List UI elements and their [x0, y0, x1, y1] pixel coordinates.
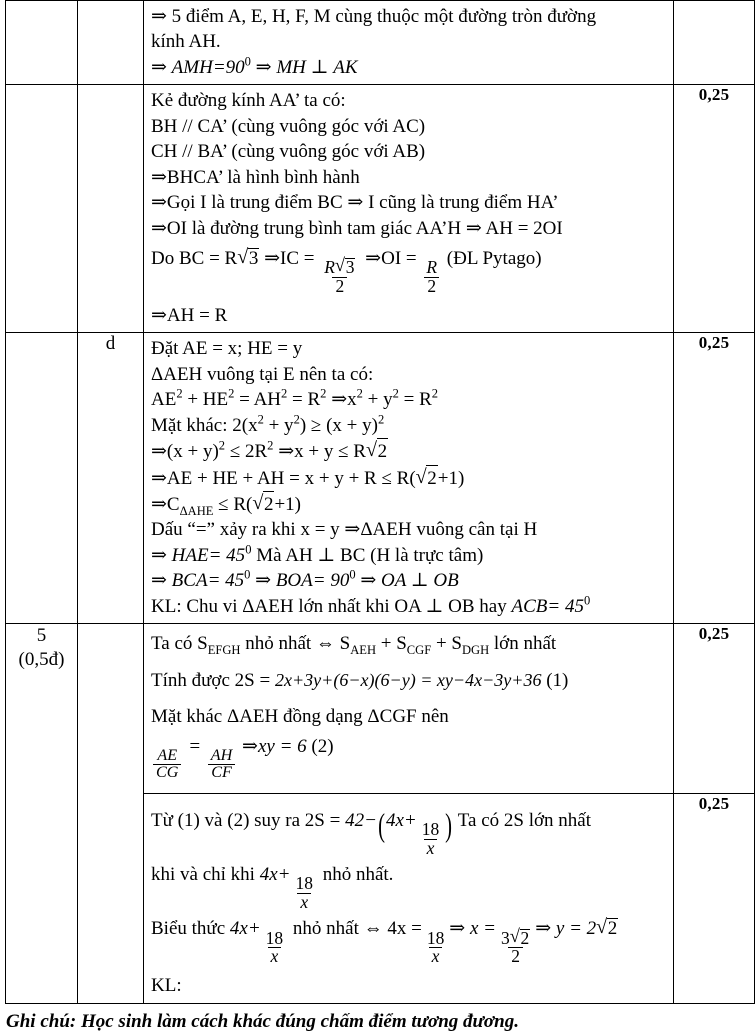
fraction-3sqrt2-over-2 — [498, 929, 533, 967]
question-points: (0,5đ) — [18, 649, 65, 670]
fraction-numerator: 18 — [295, 872, 313, 893]
implies-symbol: ⇒ — [242, 735, 258, 757]
solution-line: ⇒AH = R — [151, 304, 228, 326]
sqrt-3-icon: √ 3 — [335, 258, 356, 277]
xy-equals-6: xy = 6 — [257, 735, 307, 757]
angle-bca: BCA — [171, 570, 208, 592]
solution-line-math: Biểu thức 4x+ $\frac{18}{x}$ nhỏ nhất ⇔ 4x = $\frac{18}{x}$ ⇒ x = $\frac{3 √ 2}{2}$ ⇒ y = 2 √ 2 — [151, 918, 667, 966]
text-ic: ⇒IC = — [264, 248, 315, 270]
solution-line: ⇒BHCA’ là hình bình hành — [151, 166, 360, 188]
sqrt-2-icon: √ 2 — [252, 491, 274, 517]
question-cell — [6, 85, 78, 333]
table-row — [6, 624, 755, 794]
fraction-denominator: 2 — [424, 277, 439, 296]
fraction-denominator: x — [424, 839, 438, 858]
solution-line-math: khi và chỉ khi 4x+ $\frac{18}{x}$ nhỏ nhất. — [151, 863, 394, 912]
solution-line-math: Tính được 2S = 2x+3y+(6−x)(6−y) = xy−4x−3y+36 (1) — [151, 669, 569, 691]
points-cell: 0,25 — [674, 624, 755, 794]
subscript-cgf: CGF — [406, 643, 432, 658]
fraction-numerator: AE — [157, 747, 178, 764]
solution-line: $\Rightarrow C_{\Delta AHE} \le R$( √ 2+1) — [151, 491, 667, 517]
part-cell — [78, 1, 144, 85]
points-cell — [674, 1, 755, 85]
fraction-denominator: 2 — [508, 947, 523, 966]
solution-line-math: ⇒ $HAE= 45^0$ Mà AH ⊥ BC (H là trực tâm) — [151, 542, 484, 566]
perpendicular-symbol: ⊥ — [310, 56, 329, 78]
solution-line: KL: Chu vi ΔAEH lớn nhất khi OA ⊥ OB hay $ACB= 45^0$ — [151, 593, 591, 617]
equation-ref-1: (1) — [546, 669, 569, 691]
fraction-r-sqrt3-over-2 — [321, 258, 358, 296]
equals-sign: = — [212, 56, 226, 78]
angle-acb: ACB — [511, 595, 548, 617]
part-cell — [78, 85, 144, 333]
fraction-denominator: 2 — [332, 277, 347, 296]
solution-line: Dấu “=” xảy ra khi x = y ⇒ΔAEH vuông cân tại H — [151, 519, 538, 541]
oa-perp-ob: OA ⊥ OB — [381, 570, 459, 592]
question-cell — [6, 1, 78, 85]
solution-line: Mặt khác ΔAEH đồng dạng ΔCGF nên — [151, 706, 449, 728]
fraction-18-over-x — [424, 927, 447, 967]
value-90: 90 — [225, 56, 245, 78]
solution-line: kính AH. — [151, 31, 221, 53]
right-paren: ) — [445, 806, 453, 844]
footer-note: Ghi chú: Học sinh làm cách khác đúng chấm điểm tương đương. — [6, 1010, 519, 1032]
fraction-denominator: x — [429, 947, 443, 966]
implies-symbol: ⇒ — [151, 56, 167, 78]
fraction-r-over-2 — [423, 259, 440, 296]
solution-line: Ta có $S_{EFGH}$ nhỏ nhất ⇔ $S_{AEH} + S_{CGF} + S_{DGH}$ lớn nhất — [151, 633, 557, 658]
text-pytago: (ĐL Pytago) — [446, 248, 542, 270]
equation-2s: 2x+3y+(6−x)(6−y) = xy−4x−3y+36 — [274, 669, 542, 690]
left-paren: ( — [378, 806, 385, 844]
fraction-numerator: 18 — [426, 927, 445, 948]
fraction-18-over-x — [263, 927, 286, 967]
table-row — [6, 85, 755, 333]
solution-cell — [144, 793, 674, 1003]
sqrt-2-icon: √ 2 — [510, 929, 531, 948]
degree-superscript: 0 — [244, 54, 251, 69]
points-cell: 0,25 — [674, 85, 755, 333]
solution-line: ⇒Gọi I là trung điểm BC ⇒ I cũng là trung điểm HA’ — [151, 192, 559, 214]
fraction-18-over-x — [419, 821, 442, 858]
fraction-numerator: 3 √ 2 — [498, 929, 533, 948]
solution-line-math — [151, 248, 667, 296]
equals-sign: = — [188, 735, 202, 757]
subscript-triangle-ahe: ΔAHE — [179, 503, 214, 518]
solution-cell — [144, 624, 674, 794]
segment-mh: MH — [276, 56, 306, 78]
solution-cell — [144, 1, 674, 85]
fraction-ae-over-cg — [153, 748, 181, 782]
solution-line: ⇒ 5 điểm A, E, H, F, M cùng thuộc một đường tròn đường — [151, 6, 597, 27]
fraction-18-over-x — [292, 872, 315, 912]
fraction-denominator: x — [268, 947, 282, 966]
angle-amh: AMH — [171, 56, 213, 78]
sqrt-3: √ 3 — [237, 248, 259, 269]
solution-line-math: ⇒ $BCA= 45^0$ ⇒ $BOA= 90^0$ ⇒ OA ⊥ OB — [151, 568, 459, 592]
solution-cell — [144, 85, 674, 333]
angle-hae: HAE — [171, 544, 209, 566]
points-cell: 0,25 — [674, 333, 755, 624]
question-cell — [6, 333, 78, 624]
part-cell-d: d — [78, 333, 144, 624]
degree-superscript: 0 — [245, 542, 252, 557]
solution-line: BH // CA’ (cùng vuông góc với AC) — [151, 115, 426, 137]
answer-key-table — [5, 0, 755, 1004]
equation-ref-2: (2) — [311, 735, 334, 757]
solution-line-math: Từ (1) và (2) suy ra 2S = 42−(4x+ $\frac{18}{x}$ ) Ta có 2S lớn nhất — [151, 806, 591, 858]
implies-symbol: ⇒ — [255, 56, 272, 78]
fraction-numerator: 18 — [421, 819, 440, 840]
solution-line: ⇒(x + $y)^2 \le 2R^2$ ⇒x + y ≤ R √ 2 — [151, 438, 667, 464]
solution-line-math — [151, 737, 667, 782]
subscript-aeh: AEH — [350, 643, 376, 658]
fraction-denominator: x — [297, 893, 311, 912]
solution-line: KL: — [151, 975, 182, 997]
fraction-numerator: 18 — [265, 927, 284, 948]
solution-line: ⇒AE + HE + AH = x + y + R ≤ R( √ 2+1) — [151, 465, 667, 491]
fraction-ah-over-cf — [208, 748, 236, 782]
question-cell-5 — [6, 624, 78, 1003]
sqrt-2-icon: √ 2 — [416, 465, 438, 491]
part-cell — [78, 624, 144, 1003]
solution-line: ⇒OI là đường trung bình tam giác AA’H ⇒ AH = 2OI — [151, 217, 563, 239]
solution-line: Kẻ đường kính AA’ ta có: — [151, 90, 346, 112]
solution-line: Đặt AE = x; HE = y — [151, 338, 303, 360]
solution-line: $AE^2 + HE^2 = AH^2 = R^2$ $\Rightarrow x^2 + y^2 = R^2$ — [151, 386, 439, 411]
subscript-efgh: EFGH — [207, 643, 241, 658]
fraction-denominator: CG — [153, 764, 181, 781]
segment-ak: AK — [333, 56, 358, 78]
solution-cell — [144, 333, 674, 624]
fraction-numerator: R — [426, 257, 438, 278]
fraction-numerator: R √ 3 — [321, 258, 358, 277]
angle-boa: BOA — [275, 570, 313, 592]
table-row — [6, 1, 755, 85]
table-row — [6, 333, 755, 624]
fraction-numerator: AH — [210, 747, 233, 764]
text-oi: ⇒OI = — [365, 248, 417, 270]
fraction-denominator: CF — [208, 764, 235, 781]
sqrt-2-icon: √ 2 — [366, 438, 388, 464]
sqrt-2-icon: √ 2 — [596, 918, 618, 939]
text-do-bc: Do BC = R — [151, 248, 238, 270]
question-number: 5 — [36, 625, 47, 647]
solution-line: CH // BA’ (cùng vuông góc với AB) — [151, 141, 426, 163]
solution-line: ΔAEH vuông tại E nên ta có: — [151, 363, 374, 385]
solution-line: Mặt khác: $2(x^2 + y^2) \ge (x + y)^2$ — [151, 412, 385, 436]
points-cell: 0,25 — [674, 793, 755, 1003]
subscript-dgh: DGH — [461, 643, 490, 658]
solution-line-math — [151, 55, 667, 80]
